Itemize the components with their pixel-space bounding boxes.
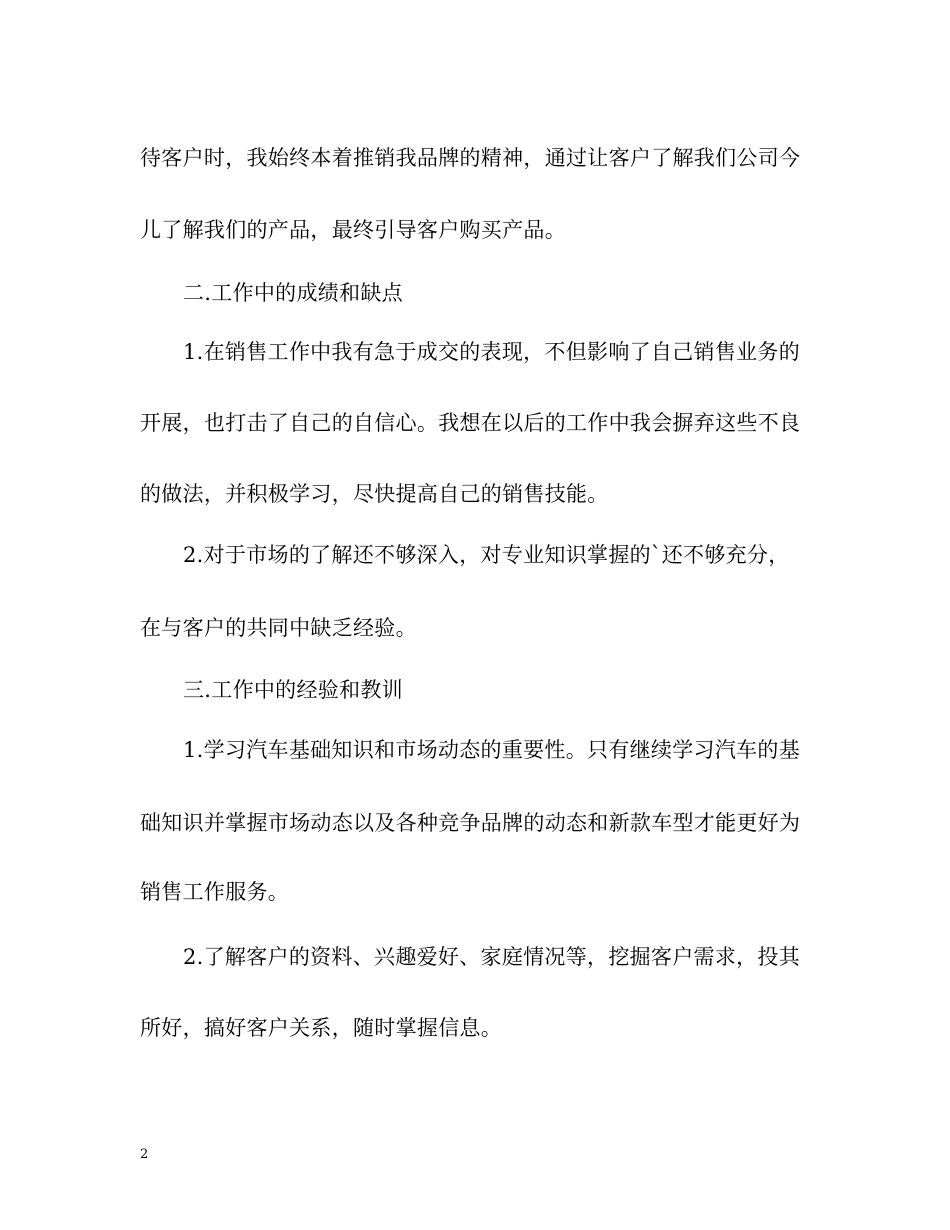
text-line: 待客户时，我始终本着推销我品牌的精神，通过让客户了解我们公司今 xyxy=(140,146,801,170)
text-line: 儿了解我们的产品，最终引导客户购买产品。 xyxy=(140,218,566,242)
page-number: 2 xyxy=(140,1147,149,1162)
text-line: 开展，也打击了自己的自信心。我想在以后的工作中我会摒弃这些不良 xyxy=(140,411,801,435)
text-line: 1.在销售工作中我有急于成交的表现，不但影响了自己销售业务的 xyxy=(183,340,801,364)
text-line: 2.对于市场的了解还不够深入，对专业知识掌握的`还不够充分， xyxy=(183,543,790,567)
text-line: 的做法，并积极学习，尽快提高自己的销售技能。 xyxy=(140,482,609,506)
section-heading: 三.工作中的经验和教训 xyxy=(183,678,403,702)
text-line: 础知识并掌握市场动态以及各种竞争品牌的动态和新款车型才能更好为 xyxy=(140,811,801,835)
text-line: 所好，搞好客户关系，随时掌握信息。 xyxy=(140,1016,503,1040)
text-line: 2.了解客户的资料、兴趣爱好、家庭情况等，挖掘客户需求，投其 xyxy=(183,945,801,969)
text-line: 销售工作服务。 xyxy=(140,880,290,904)
text-line: 1.学习汽车基础知识和市场动态的重要性。只有继续学习汽车的基 xyxy=(183,738,801,762)
section-heading: 二.工作中的成绩和缺点 xyxy=(183,281,403,305)
text-line: 在与客户的共同中缺乏经验。 xyxy=(140,616,417,640)
